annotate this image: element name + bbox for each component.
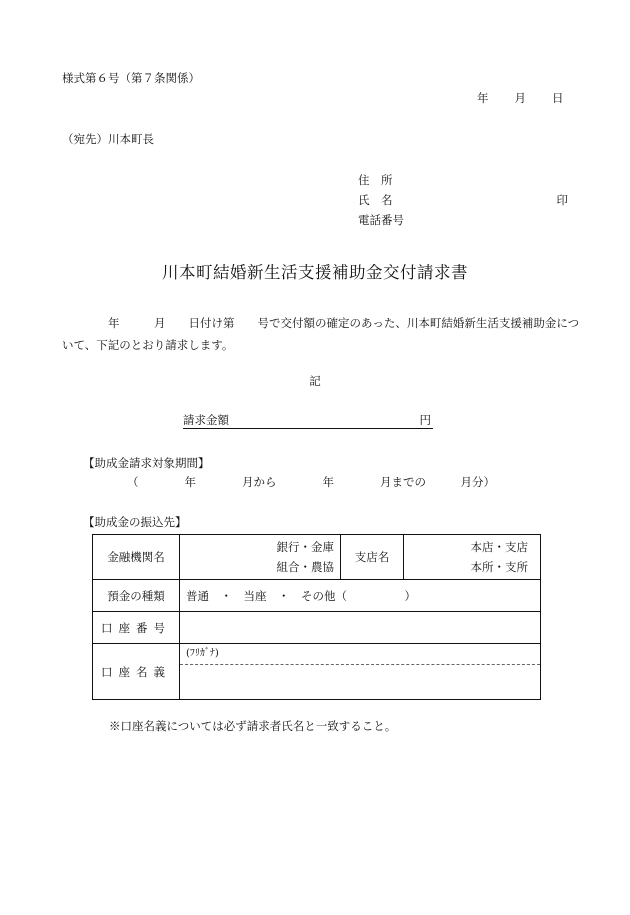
institution-row — [93, 535, 541, 580]
date-line — [477, 90, 564, 106]
phone-row — [358, 210, 568, 230]
address-row — [358, 170, 568, 190]
branch-types — [404, 535, 541, 580]
institution-type-union: 組合・農協 — [276, 560, 334, 574]
period-heading: 【助成金請求対象期間】 — [83, 456, 210, 470]
deposit-options: 普通 ・ 当座 ・ その他（ ） — [180, 580, 541, 612]
addressee: （宛先）川本町長 — [62, 132, 154, 146]
institution-label: 金融機関名 — [93, 535, 180, 580]
seal-label: 印 — [556, 193, 568, 207]
bank-transfer-table — [92, 534, 541, 700]
date-day-label: 日 — [552, 91, 564, 105]
date-month-label: 月 — [514, 91, 526, 105]
phone-label: 電話番号 — [358, 213, 404, 227]
name-label: 氏 名 — [358, 193, 393, 207]
amount-label: 請求金額 — [183, 413, 229, 427]
furigana-label: (ﾌﾘｶﾞﾅ) — [180, 644, 540, 665]
branch-label: 支店名 — [341, 535, 404, 580]
deposit-type-row — [93, 580, 541, 612]
deposit-type-label: 預金の種類 — [93, 580, 180, 612]
document-title: 川本町結婚新生活支援補助金交付請求書 — [162, 263, 468, 282]
request-statement: 年 月 日付け第 号で交付額の確定のあった、川本町結婚新生活支援補助金について、下記のとおり請求します。 — [62, 316, 580, 352]
applicant-block — [358, 170, 568, 230]
institution-type-bank: 銀行・金庫 — [276, 540, 334, 554]
ki-marker: 記 — [309, 374, 321, 388]
account-name-note: ※口座名義については必ず請求者氏名と一致すること。 — [109, 719, 397, 733]
branch-type-office: 本所・支所 — [470, 560, 528, 574]
account-number-row — [93, 612, 541, 644]
period-text: （ 年 月から 年 月までの 月分） — [127, 475, 495, 489]
transfer-heading: 【助成金の振込先】 — [83, 515, 187, 529]
date-year-label: 年 — [477, 91, 489, 105]
branch-type-store: 本店・支店 — [470, 540, 528, 554]
account-name-label: 口座名義 — [93, 644, 180, 700]
account-number-field — [180, 612, 541, 644]
institution-types — [180, 535, 341, 580]
form-number: 様式第６号（第７条関係） — [62, 71, 200, 85]
account-name-field — [180, 644, 541, 700]
amount-unit: 円 — [419, 413, 431, 427]
name-row — [358, 190, 568, 210]
account-name-row — [93, 644, 541, 700]
account-number-label: 口座番号 — [93, 612, 180, 644]
address-label: 住 所 — [358, 173, 393, 187]
amount-line — [183, 412, 433, 429]
